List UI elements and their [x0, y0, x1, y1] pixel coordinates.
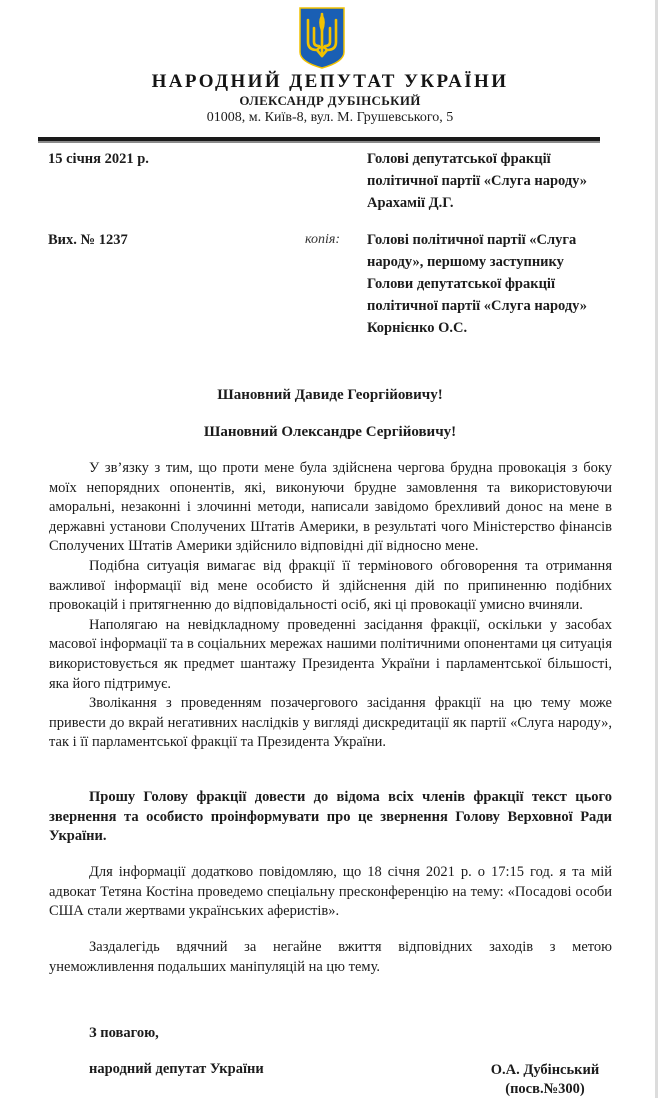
letter-date: 15 січня 2021 р. [48, 151, 149, 167]
greeting-first: Шановний Давиде Георгійовичу! [217, 387, 443, 403]
greeting-second: Шановний Олександре Сергійовичу! [203, 424, 457, 440]
outgoing-number: Вих. № 1237 [48, 232, 128, 248]
info-paragraph [49, 863, 612, 922]
info-text: Для інформації додатково повідомляю, що 18 січня 2021 р. о 17:15 год. я та мій адвокат Тетяна Костіна проведемо спеціальну пресконференцію на тему: «Посадові особи США стали жертвами українських аферистів». [49, 864, 612, 920]
copy-label: копія: [305, 232, 341, 247]
thanks-paragraph [49, 938, 612, 977]
copy-recipient-block [367, 229, 647, 339]
body-paragraph: У зв’язку з тим, що проти мене була здійснена чергова брудна провокація з боку моїх непорядних опонентів, які, виконуючи брудне замовлення та використовуючи аморальні, незаконні і злочинні методи, написали завідомо брехливий донос на мене в державні установи Сполучених Штатів Америки, в результаті чого Міністерство фінансів Сполучених Штатів Америки здійснило відповідні дії відносно мене. [49, 460, 612, 555]
header-divider-thin [38, 141, 600, 143]
addressee-line: політичної партії «Слуга народу» [367, 173, 588, 189]
ukraine-coat-of-arms-icon [297, 6, 347, 70]
body-paragraph: Наполягаю на невідкладному проведенні засідання фракції, оскільки у засобах масової інформації та в соціальних мережах нашими політичними опонентами ця ситуація використовується як предмет шантажу Президента України і парламентської більшості, яка його підтримує. [49, 616, 612, 692]
copy-recipient-line: народу», першому заступнику [367, 254, 564, 270]
addressee-line: Голові депутатської фракції [367, 151, 551, 167]
header-address: 01008, м. Київ-8, вул. М. Грушевського, 5 [206, 110, 454, 125]
letter-body [49, 459, 612, 753]
body-paragraph: Подібна ситуація вимагає від фракції її термінового обговорення та отримання важливої інформації від мене особисто й здійснення дій по припиненню подібних провокацій і притягненню до відповідальності осіб, які ці провокації умисно вчиняли. [49, 557, 612, 614]
closing-phrase: З повагою, [89, 1025, 159, 1041]
header-title: НАРОДНИЙ ДЕПУТАТ УКРАЇНИ [151, 71, 509, 92]
signatory-position: народний депутат України [89, 1061, 264, 1077]
request-paragraph [49, 788, 612, 847]
copy-recipient-line: політичної партії «Слуга народу» [367, 298, 588, 314]
addressee-line: Арахамії Д.Г. [367, 195, 454, 211]
header-deputy-name: ОЛЕКСАНДР ДУБІНСЬКИЙ [239, 93, 421, 108]
body-paragraph: Зволікання з проведенням позачергового засідання фракції на цю тему може привести до вкрай негативних наслідків у вигляді дискредитації як партії «Слуга народу», так і її парламентської фракції та Президента України. [49, 695, 612, 751]
signatory-id: (посв.№300) [505, 1081, 585, 1097]
page-edge [655, 0, 658, 1098]
request-text: Прошу Голову фракції довести до відома всіх членів фракції текст цього звернення та особисто проінформувати про це звернення Голову Верховної Ради України. [49, 789, 612, 845]
signatory-name: О.А. Дубінський [490, 1062, 600, 1078]
copy-recipient-line: Корнієнко О.С. [367, 320, 468, 336]
signatory-block [480, 1061, 610, 1099]
thanks-text: Заздалегідь вдячний за негайне вжиття відповідних заходів з метою унеможливлення подальших маніпуляцій на цю тему. [49, 939, 612, 975]
copy-recipient-line: Голови депутатської фракції [367, 276, 555, 292]
copy-recipient-line: Голові політичної партії «Слуга [367, 232, 577, 248]
addressee-block [367, 148, 647, 214]
